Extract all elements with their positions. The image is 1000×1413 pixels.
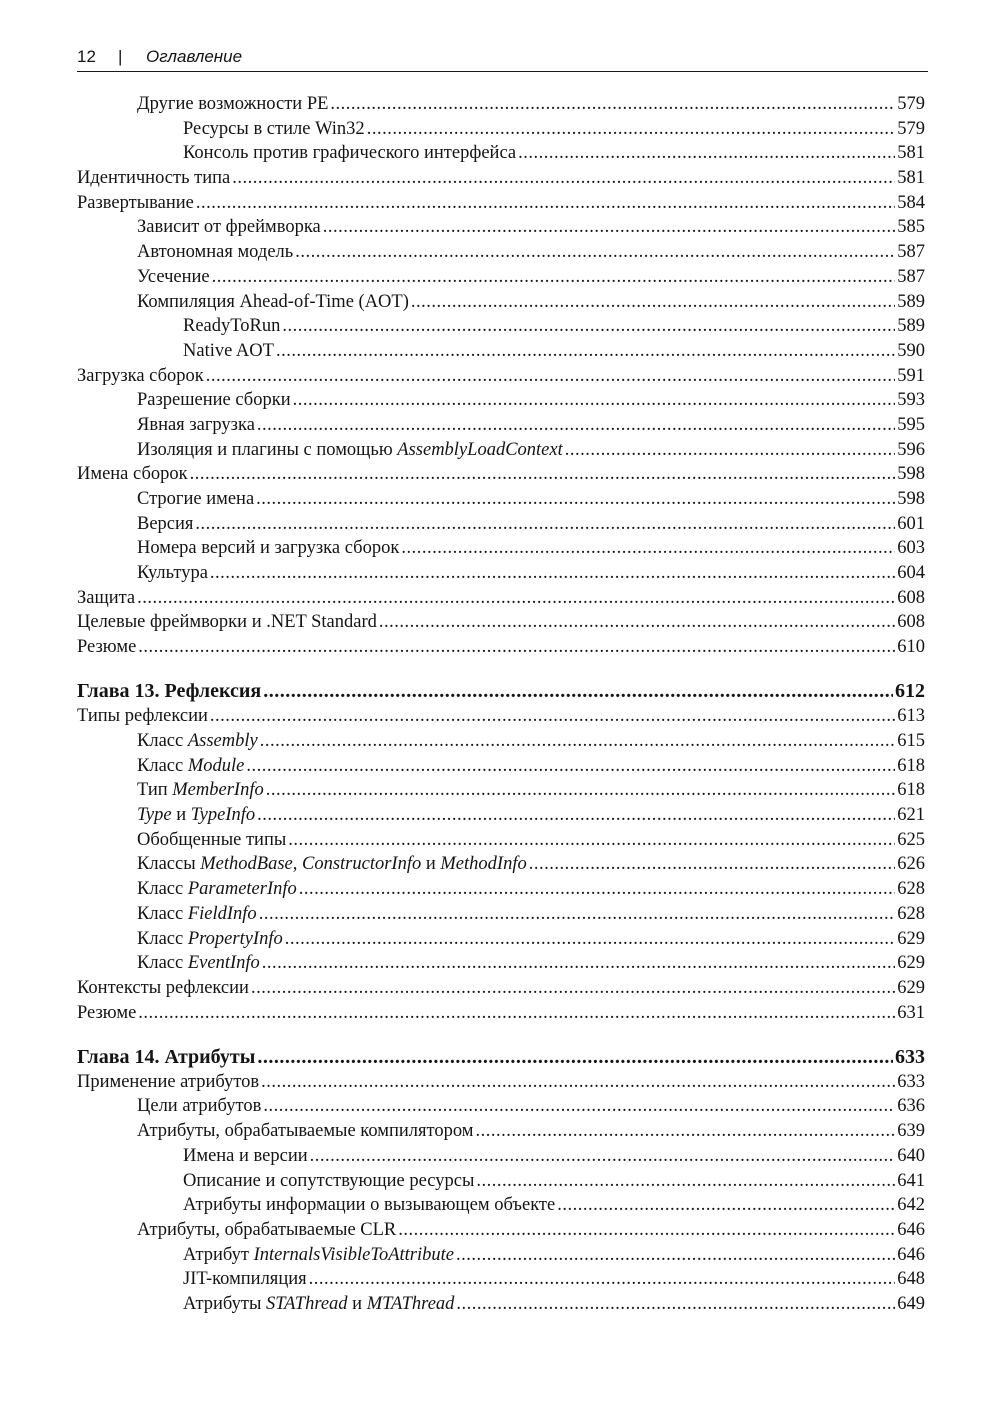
toc-page-number: 581 (897, 143, 925, 164)
toc-title-part: Класс (137, 928, 188, 949)
dot-leader (196, 191, 895, 216)
toc-entry (77, 561, 925, 586)
toc-entry-title (77, 678, 261, 704)
dot-leader (565, 438, 896, 463)
toc-entry-title (77, 635, 136, 660)
toc-page-number: 625 (897, 829, 925, 850)
toc-title-part: Обобщенные типы (137, 829, 287, 850)
dot-leader (367, 117, 896, 142)
toc-entry-title (77, 1070, 259, 1095)
toc-title-part: Целевые фреймворки и .NET Standard (77, 612, 377, 633)
toc-entry-title (137, 902, 257, 927)
dot-leader (263, 1094, 895, 1119)
toc-entry (77, 586, 925, 611)
toc-title-part: ParameterInfo (187, 879, 297, 900)
toc-title-part: Имена сборок (77, 464, 188, 485)
toc-page-number: 604 (897, 563, 925, 584)
dot-leader (246, 754, 895, 779)
toc-page-number: 612 (895, 680, 925, 703)
dot-leader (330, 92, 895, 117)
toc-entry (77, 927, 925, 952)
toc-page-number: 628 (897, 879, 925, 900)
toc-title-part: Ресурсы в стиле Win32 (183, 118, 365, 139)
toc-page-number: 626 (897, 854, 925, 875)
toc-entry (77, 191, 925, 216)
dot-leader (256, 487, 895, 512)
dot-leader (212, 265, 896, 290)
toc-entry-title (137, 729, 258, 754)
toc-page-number: 629 (897, 977, 925, 998)
dot-leader (195, 512, 895, 537)
toc-page-number: 618 (897, 780, 925, 801)
toc-entry-title (137, 240, 293, 265)
toc-entry-title (137, 927, 283, 952)
toc-entry-title (183, 314, 280, 339)
toc-entry-title (137, 413, 255, 438)
toc-title-part: Атрибуты (183, 1293, 266, 1314)
running-title: Оглавление (146, 47, 243, 66)
dot-leader (232, 166, 895, 191)
toc-entry (77, 512, 925, 537)
toc-entry (77, 1292, 925, 1317)
toc-title-part: Резюме (77, 1002, 137, 1023)
toc-entry (77, 240, 925, 265)
dot-leader (310, 1144, 896, 1169)
toc-title-part: Загрузка сборок (77, 365, 204, 386)
toc-entry (77, 265, 925, 290)
toc-title-part: Атрибуты информации о вызывающем объекте (183, 1195, 556, 1216)
toc-chapter-heading (77, 1044, 925, 1070)
toc-title-part: Атрибут (183, 1244, 254, 1265)
toc-entry (77, 536, 925, 561)
toc-entry-title (77, 976, 249, 1001)
dot-leader (529, 852, 896, 877)
toc-page-number: 601 (897, 513, 925, 534)
toc-title-part: Изоляция и плагины с помощью (137, 439, 398, 460)
page-number: 12 (77, 47, 96, 66)
toc-title-part: STAThread (266, 1293, 348, 1314)
toc-entry (77, 1267, 925, 1292)
toc-page-number: 595 (897, 414, 925, 435)
toc-title-part: Цели атрибутов (137, 1096, 262, 1117)
toc-title-part: JIT-компиляция (183, 1269, 307, 1290)
toc-entry-title (183, 1193, 555, 1218)
dot-leader (138, 635, 895, 660)
dot-leader (456, 1292, 895, 1317)
dot-leader (557, 1193, 895, 1218)
dot-leader (299, 877, 895, 902)
toc-entry-title (183, 1292, 454, 1317)
toc-title-part: Глава 13. Рефлексия (77, 680, 262, 703)
toc-entry-title (137, 1094, 261, 1119)
toc-page-number: 618 (897, 755, 925, 776)
toc-title-part: Assembly (187, 731, 258, 751)
toc-title-part: Типы рефлексии (77, 706, 208, 727)
dot-leader (309, 1267, 896, 1292)
toc-entry (77, 729, 925, 754)
toc-entry (77, 976, 925, 1001)
dot-leader (257, 413, 895, 438)
toc-page-number: 579 (897, 118, 925, 139)
header-separator: | (118, 47, 123, 66)
toc-chapter-heading (77, 678, 925, 704)
dot-leader (282, 314, 895, 339)
toc-entry (77, 951, 925, 976)
dot-leader (257, 803, 895, 828)
toc-title-part: InternalsVisibleToAttribute (253, 1244, 454, 1265)
toc-page-number: 590 (897, 340, 925, 361)
toc-entry-title (183, 1243, 454, 1268)
toc-entry-title (77, 191, 194, 216)
toc-title-part: EventInfo (187, 953, 260, 974)
toc-title-part: Явная загрузка (137, 414, 255, 435)
toc-page-number: 608 (897, 612, 925, 633)
toc-entry (77, 778, 925, 803)
toc-page-number: 628 (897, 903, 925, 924)
running-header (77, 44, 928, 70)
toc-title-part: Автономная модель (137, 242, 294, 263)
toc-title-part: ReadyToRun (183, 316, 281, 337)
toc-entry-title (137, 828, 286, 853)
toc-title-part: MethodInfo (440, 854, 527, 875)
toc-title-part: Защита (77, 587, 136, 608)
toc-page-number: 639 (897, 1121, 925, 1142)
toc-page-number: 648 (897, 1269, 925, 1290)
toc-entry (77, 462, 925, 487)
toc-page-number: 641 (897, 1170, 925, 1191)
toc-title-part: Строгие имена (137, 489, 255, 509)
toc-title-part: и (421, 854, 441, 875)
toc-entry-title (183, 117, 365, 142)
toc-entry (77, 388, 925, 413)
toc-page-number: 646 (897, 1219, 925, 1240)
dot-leader (260, 729, 896, 754)
dot-leader (401, 536, 895, 561)
toc-page-number: 603 (897, 538, 925, 559)
toc-entry (77, 1094, 925, 1119)
toc-entry (77, 339, 925, 364)
toc-page-number: 621 (897, 805, 925, 826)
toc-page-number: 629 (897, 928, 925, 949)
toc-title-part: Глава 14. Атрибуты (77, 1045, 256, 1068)
toc-entry-title (137, 877, 297, 902)
toc-entry (77, 1119, 925, 1144)
toc-entry-title (77, 586, 135, 611)
toc-entry (77, 141, 925, 166)
toc-entry (77, 314, 925, 339)
toc-entry-title (137, 290, 409, 315)
dot-leader (262, 951, 895, 976)
toc-entry (77, 877, 925, 902)
toc-page-number: 636 (897, 1096, 925, 1117)
toc-page-number: 633 (897, 1071, 925, 1092)
toc-page-number: 596 (897, 439, 925, 460)
toc-title-part: ConstructorInfo (302, 854, 422, 875)
toc-entry (77, 610, 925, 635)
toc-page-number: 593 (897, 390, 925, 411)
toc-title-part: TypeInfo (190, 805, 256, 826)
toc-page-number: 646 (897, 1244, 925, 1265)
dot-leader (293, 388, 896, 413)
toc-entry-title (137, 778, 264, 803)
toc-entry (77, 1001, 925, 1026)
toc-entry (77, 635, 925, 660)
dot-leader (411, 290, 895, 315)
dot-leader (288, 828, 895, 853)
toc-title-part: , (292, 854, 302, 875)
toc-title-part: Атрибуты, обрабатываемые компилятором (137, 1121, 474, 1142)
toc-page-number: 598 (897, 489, 925, 509)
dot-leader (266, 778, 896, 803)
dot-leader (475, 1119, 895, 1144)
dot-leader (323, 215, 896, 240)
toc-title-part: Класс (137, 731, 188, 751)
toc-title-part: FieldInfo (187, 903, 257, 924)
dot-leader (206, 364, 895, 389)
toc-title-part: Классы (137, 854, 201, 875)
toc-page-number: 631 (897, 1002, 925, 1023)
toc-page-number: 584 (897, 192, 925, 213)
toc-title-part: Класс (137, 903, 188, 924)
toc-page-number: 640 (897, 1145, 925, 1166)
toc-entry (77, 803, 925, 828)
toc-page-number: 585 (897, 217, 925, 238)
toc-entry (77, 754, 925, 779)
toc-entry-title (137, 388, 291, 413)
toc-page-number: 629 (897, 953, 925, 974)
toc-entry (77, 1144, 925, 1169)
toc-title-part: Консоль против графического интерфейса (183, 143, 517, 164)
toc-page-number: 610 (897, 637, 925, 658)
toc-entry (77, 1243, 925, 1268)
dot-leader (456, 1243, 895, 1268)
toc-title-part: Другие возможности PE (137, 94, 329, 114)
toc-entry-title (137, 951, 260, 976)
toc-title-part: MemberInfo (172, 780, 264, 801)
dot-leader (295, 240, 895, 265)
toc-entry-title (137, 1119, 473, 1144)
toc-entry (77, 1070, 925, 1095)
toc-title-part: Описание и сопутствующие ресурсы (183, 1170, 475, 1191)
toc-entry (77, 92, 925, 117)
toc-entry-title (77, 364, 204, 389)
toc-title-part: Компиляция Ahead-of-Time (AOT) (137, 291, 409, 312)
toc-page-number: 633 (895, 1045, 925, 1068)
toc-entry (77, 1218, 925, 1243)
toc-entry-title (77, 704, 208, 729)
dot-leader (476, 1169, 895, 1194)
toc-entry-title (137, 265, 210, 290)
toc-entry-title (137, 487, 254, 512)
toc-entry-title (137, 438, 563, 463)
toc-title-part: Класс (137, 953, 188, 974)
toc-page-number: 579 (897, 94, 925, 114)
toc-title-part: Зависит от фреймворка (137, 217, 321, 238)
toc-title-part: Module (187, 755, 245, 776)
dot-leader (210, 561, 895, 586)
toc-entry-title (137, 215, 321, 240)
dot-leader (398, 1218, 895, 1243)
toc-title-part: Номера версий и загрузка сборок (137, 538, 400, 559)
toc-entry (77, 902, 925, 927)
dot-leader (210, 704, 895, 729)
toc-entry-title (183, 1169, 474, 1194)
toc-title-part: Атрибуты, обрабатываемые CLR (137, 1219, 397, 1240)
toc-title-part: и (347, 1293, 367, 1314)
toc-entry-title (77, 462, 188, 487)
toc-entry (77, 828, 925, 853)
toc-title-part: AssemblyLoadContext (397, 439, 563, 460)
dot-leader (257, 1044, 893, 1070)
dot-leader (379, 610, 895, 635)
toc-entry (77, 438, 925, 463)
toc-title-part: Идентичность типа (77, 168, 231, 189)
toc-title-part: Разрешение сборки (137, 390, 291, 411)
dot-leader (259, 902, 896, 927)
toc-page-number: 587 (897, 242, 925, 263)
toc-entry-title (183, 1144, 308, 1169)
toc-entry-title (137, 512, 193, 537)
dot-leader (251, 976, 895, 1001)
toc-title-part: Type (137, 805, 172, 826)
toc-entry (77, 487, 925, 512)
toc-title-part: MTAThread (366, 1293, 455, 1314)
toc-page-number: 613 (897, 706, 925, 727)
dot-leader (518, 141, 895, 166)
toc-title-part: PropertyInfo (187, 928, 283, 949)
toc-title-part: Класс (137, 755, 188, 776)
toc-entry (77, 704, 925, 729)
toc-entry-title (77, 610, 377, 635)
toc-entry-title (77, 1001, 136, 1026)
toc-entry-title (183, 141, 516, 166)
toc-entry-title (137, 561, 208, 586)
toc-entry (77, 215, 925, 240)
toc-title-part: Усечение (137, 266, 210, 287)
toc-entry (77, 413, 925, 438)
toc-page-number: 642 (897, 1195, 925, 1216)
toc-entry (77, 852, 925, 877)
toc-page-number: 589 (897, 316, 925, 337)
toc-entry-title (77, 166, 230, 191)
dot-leader (138, 1001, 895, 1026)
toc-title-part: Класс (137, 879, 188, 900)
toc-entry-title (183, 1267, 307, 1292)
toc-title-part: Тип (137, 780, 173, 801)
toc-title-part: MethodBase (200, 854, 293, 875)
toc-title-part: и (171, 805, 191, 826)
toc-entry (77, 1193, 925, 1218)
toc-entry (77, 364, 925, 389)
toc-page-number: 598 (897, 464, 925, 485)
toc-entry-title (183, 339, 274, 364)
toc-page-number: 649 (897, 1293, 925, 1314)
toc-title-part: Культура (137, 563, 208, 584)
toc-entry (77, 117, 925, 142)
dot-leader (190, 462, 896, 487)
toc-page-number: 589 (897, 291, 925, 312)
toc-title-part: Native AOT (183, 340, 274, 361)
toc-title-part: Версия (137, 513, 194, 534)
header-rule (77, 71, 928, 72)
toc-title-part: Контексты рефлексии (77, 977, 249, 998)
toc-page-number: 615 (897, 731, 925, 751)
table-of-contents (77, 92, 925, 1317)
toc-entry-title (137, 536, 399, 561)
toc-page-number: 581 (897, 168, 925, 189)
toc-title-part: Развертывание (77, 192, 194, 213)
dot-leader (137, 586, 895, 611)
toc-entry-title (77, 1044, 255, 1070)
dot-leader (261, 1070, 895, 1095)
toc-entry-title (137, 803, 255, 828)
toc-entry (77, 1169, 925, 1194)
toc-page-number: 591 (897, 365, 925, 386)
dot-leader (285, 927, 896, 952)
toc-page-number: 608 (897, 587, 925, 608)
dot-leader (263, 678, 893, 704)
toc-entry-title (137, 1218, 396, 1243)
toc-entry (77, 290, 925, 315)
toc-title-part: Имена и версии (183, 1145, 308, 1166)
toc-entry (77, 166, 925, 191)
toc-title-part: Резюме (77, 637, 137, 658)
toc-entry-title (137, 754, 244, 779)
toc-entry-title (137, 852, 527, 877)
toc-entry-title (137, 92, 328, 117)
dot-leader (276, 339, 895, 364)
toc-page-number: 587 (897, 266, 925, 287)
toc-title-part: Применение атрибутов (77, 1071, 260, 1092)
